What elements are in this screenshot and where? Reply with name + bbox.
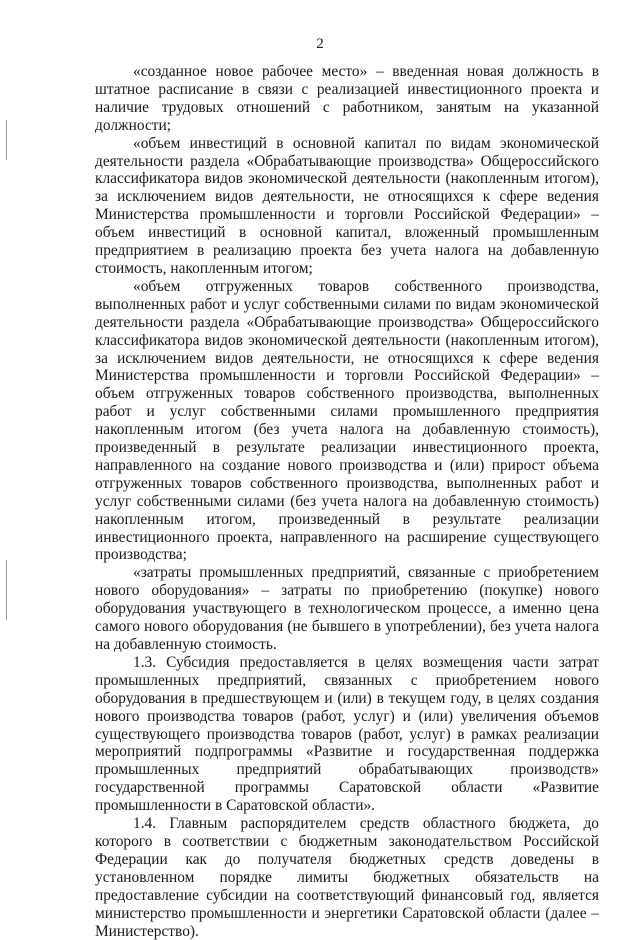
- document-body: [95, 63, 599, 940]
- paragraph: 1.3. Субсидия предоставляется в целях возмещения части затрат промышленных предприятий, связанных с приобретением нового оборудования в предшествующем и (или) в текущем году, в целях создания нового производства товаров (работ, услуг) и (или) увеличения объемов существующего производства товаров (работ, услуг) в рамках реализации мероприятий подпрограммы «Развитие и государственная поддержка промышленных предприятий обрабатывающих производств» государственной программы Саратовской области «Развитие промышленности в Саратовской области».: [95, 653, 599, 815]
- page-number: 2: [316, 36, 324, 52]
- scan-edge-mark: [6, 560, 7, 620]
- paragraph: «объем отгруженных товаров собственного производства, выполненных работ и услуг собственными силами по видам экономической деятельности раздела «Обрабатывающие производства» Общероссийского классификатора видов экономической деятельности (накопленным итогом), за исключением видов деятельности, не относящихся к сфере ведения Министерства промышленности и торговли Российской Федерации» – объем отгруженных товаров собственного производства, выполненных работ и услуг собственными силами промышленного предприятия накопленным итогом (без учета налога на добавленную стоимость), произведенный в результате реализации инвестиционного проекта, направленного на создание нового производства и (или) прирост объема отгруженных товаров собственного производства, выполненных работ и услуг собственными силами (без учета налога на добавленную стоимость) накопленным итогом, произведенный в результате реализации инвестиционного проекта, направленного на расширение существующего производства;: [95, 277, 599, 564]
- scan-edge-mark: [6, 120, 7, 160]
- paragraph: «созданное новое рабочее место» – введенная новая должность в штатное расписание в связи с реализацией инвестиционного проекта и наличие трудовых отношений с работником, занятым на указанной должности;: [95, 63, 599, 134]
- paragraph: «объем инвестиций в основной капитал по видам экономической деятельности раздела «Обрабатывающие производства» Общероссийского классификатора видов экономической деятельности (накопленным итогом), за исключением видов деятельности, не относящихся к сфере ведения Министерства промышленности и торговли Российской Федерации» – объем инвестиций в основной капитал, вложенный промышленным предприятием в реализацию проекта без учета налога на добавленную стоимость, накопленным итогом;: [95, 134, 599, 277]
- paragraph: 1.4. Главным распорядителем средств областного бюджета, до которого в соответствии с бюджетным законодательством Российской Федерации как до получателя бюджетных средств доведены в установленном порядке лимиты бюджетных обязательств на предоставление субсидии на соответствующий финансовый год, является министерство промышленности и энергетики Саратовской области (далее – Министерство).: [95, 815, 599, 940]
- paragraph: «затраты промышленных предприятий, связанные с приобретением нового оборудования» – затраты по приобретению (покупке) нового оборудования участвующего в технологическом процессе, а именно цена самого нового оборудования (не бывшего в употреблении), без учета налога на добавленную стоимость.: [95, 564, 599, 653]
